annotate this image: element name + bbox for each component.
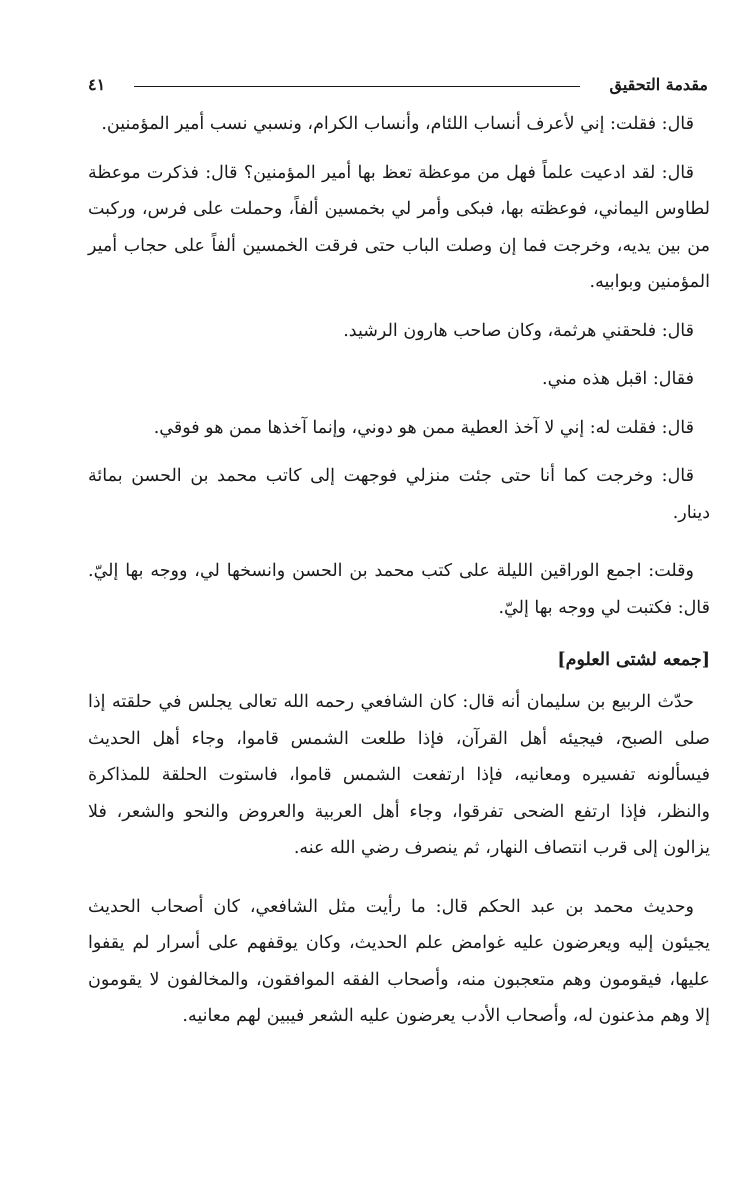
section-paragraph: وحديث محمد بن عبد الحكم قال: ما رأيت مثل الشافعي، كان أصحاب الحديث يجيئون إليه ويعرضون عليه غوامض علم الحديث، وكان يوقفهم على أسرار لم يقفوا عليها، فيقومون وهم متعجبون منه، وأصحاب الفقه الموافقون، والمخالفون لا يقومون إلا وهم مذعنون له، وأصحاب الأدب يعرضون عليه الشعر فيبين لهم معانيه. xyxy=(88,896,710,1026)
page-number: ٤١ xyxy=(88,75,106,94)
section-paragraph: حدّث الربيع بن سليمان أنه قال: كان الشافعي رحمه الله تعالى يجلس في حلقته إذا صلى الصبح، فيجيئه أهل القرآن، فإذا طلعت الشمس قاموا، وجاء أهل الحديث فيسألونه تفسيره ومعانيه، فإذا ارتفعت الشمس قاموا، فاستوت الحلقة للمذاكرة والنظر، فإذا ارتفع الضحى تفرقوا، وجاء أهل العربية والعروض والنحو والشعر، فلا يزالون إلى قرب انتصاف النهار، ثم ينصرف رضي الله عنه. xyxy=(88,692,710,858)
header-rule xyxy=(134,86,580,87)
running-header-title: مقدمة التحقيق xyxy=(609,75,708,94)
section-heading: [جمعه لشتى العلوم] xyxy=(557,650,710,670)
paragraph: قال: لقد ادعيت علماً فهل من موعظة تعظ بها أمير المؤمنين؟ قال: فذكرت موعظة لطاوس اليماني، فوعظته بها، فبكى وأمر لي بخمسين ألفاً، وحملت على فرس، وركبت من بين يديه، وخرجت فما إن وصلت الباب حتى فرقت الخمسين ألفاً على حجاب أمير المؤمنين وبوابيه. xyxy=(88,162,710,292)
paragraph: فقال: اقبل هذه مني. xyxy=(542,369,694,389)
paragraph: قال: فقلت له: إني لا آخذ العطية ممن هو دوني، وإنما آخذها ممن هو فوقي. xyxy=(153,417,694,438)
paragraph: وقلت: اجمع الوراقين الليلة على كتب محمد بن الحسن وانسخها لي، ووجه بها إليّ. قال: فكتبت لي ووجه بها إليّ. xyxy=(88,561,710,618)
paragraph: قال: وخرجت كما أنا حتى جئت منزلي فوجهت إلى كاتب محمد بن الحسن بمائة دينار. xyxy=(88,466,710,523)
page-body xyxy=(88,106,710,1047)
paragraph: قال: فقلت: إني لأعرف أنساب اللئام، وأنساب الكرام، ونسبي نسب أمير المؤمنين. xyxy=(101,114,694,134)
paragraph: قال: فلحقني هرثمة، وكان صاحب هارون الرشيد. xyxy=(343,320,694,341)
running-header xyxy=(88,72,708,102)
